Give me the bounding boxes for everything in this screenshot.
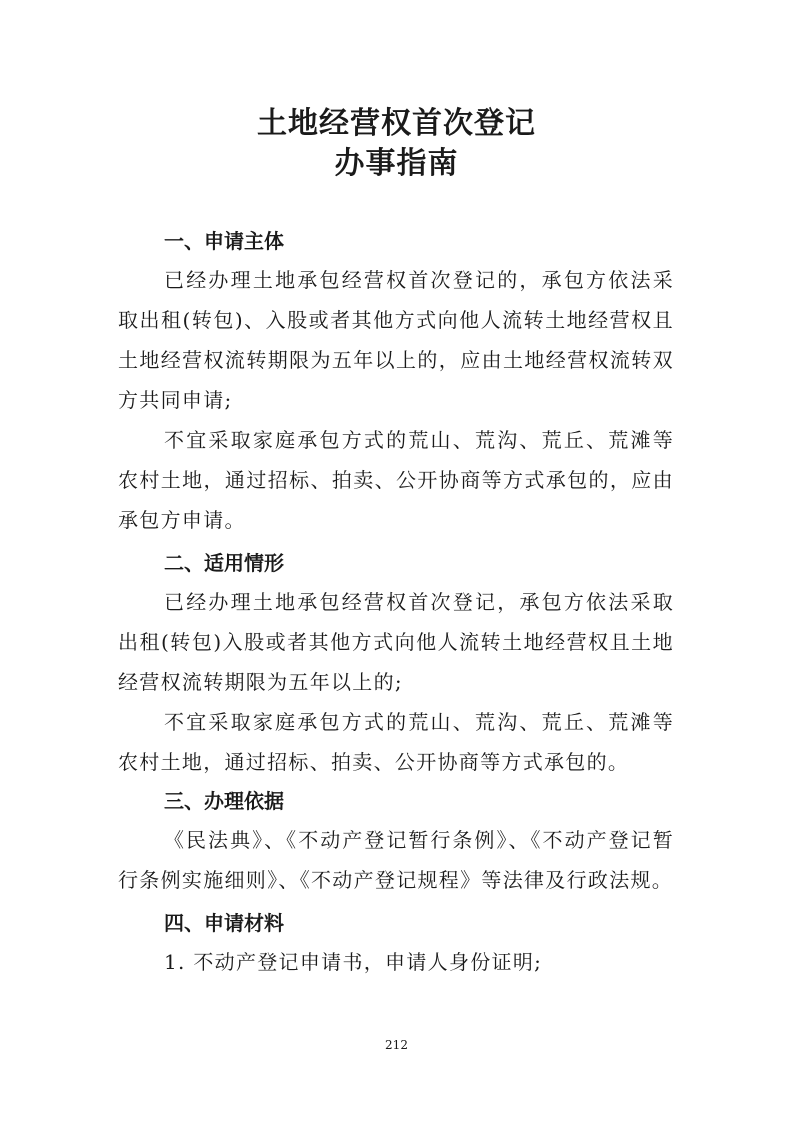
document-subtitle: 办事指南 (334, 146, 459, 181)
section-heading-applicable-cases: 二、适用情形 (164, 551, 284, 575)
paragraph: 已经办理土地承包经营权首次登记的，承包方依法采取出租(转包)、入股或者其他方式向他人流转土地经营权且土地经营权流转期限为五年以上的，应由土地经营权流转双方共同申请; (118, 268, 674, 412)
section-heading-legal-basis: 三、办理依据 (164, 789, 284, 813)
list-item: 1. 不动产登记申请书，申请人身份证明; (164, 950, 543, 974)
document-title: 土地经营权首次登记 (257, 106, 536, 141)
paragraph: 不宜采取家庭承包方式的荒山、荒沟、荒丘、荒滩等农村土地，通过招标、拍卖、公开协商等方式承包的。 (118, 710, 674, 774)
paragraph: 《民法典》、《不动产登记暂行条例》、《不动产登记暂行条例实施细则》、《不动产登记规程》等法律及行政法规。 (118, 828, 674, 892)
section-heading-materials: 四、申请材料 (164, 911, 284, 935)
paragraph: 不宜采取家庭承包方式的荒山、荒沟、荒丘、荒滩等农村土地，通过招标、拍卖、公开协商等方式承包的，应由承包方申请。 (118, 428, 674, 532)
section-heading-applicant: 一、申请主体 (164, 229, 284, 253)
page-number: 212 (385, 1038, 408, 1052)
document-body (118, 222, 674, 982)
paragraph: 已经办理土地承包经营权首次登记，承包方依法采取出租(转包)入股或者其他方式向他人流转土地经营权且土地经营权流转期限为五年以上的; (118, 590, 674, 694)
